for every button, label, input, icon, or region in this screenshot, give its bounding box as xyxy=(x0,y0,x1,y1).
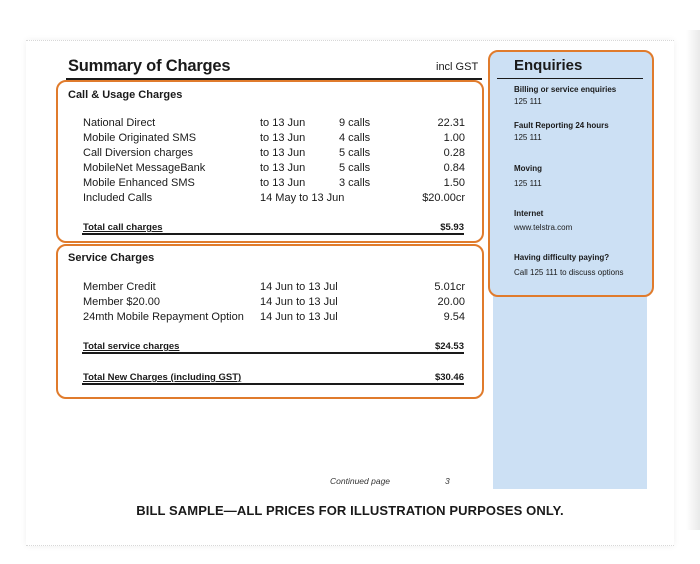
total-new-charges-label: Total New Charges (including GST) xyxy=(83,372,242,383)
total-divider xyxy=(82,352,464,354)
total-call-charges-label: Total call charges xyxy=(83,222,163,233)
call-count: 3 calls xyxy=(339,177,371,189)
sample-disclaimer: BILL SAMPLE—ALL PRICES FOR ILLUSTRATION PURPOSES ONLY. xyxy=(136,503,564,518)
total-new-charges-amount: $30.46 xyxy=(434,372,464,383)
charge-amount: 20.00 xyxy=(437,296,465,308)
total-new-charges xyxy=(83,372,464,383)
page-edge-shadow xyxy=(686,30,700,530)
incl-gst-label: incl GST xyxy=(436,61,479,73)
charge-description: 24mth Mobile Repayment Option xyxy=(83,311,244,323)
total-call-charges xyxy=(83,222,464,233)
charge-period: to 13 Jun xyxy=(260,147,306,159)
charge-amount: 0.84 xyxy=(443,162,465,174)
fault-reporting-label: Fault Reporting 24 hours xyxy=(514,121,609,130)
charge-amount: 9.54 xyxy=(443,311,465,323)
charge-description: National Direct xyxy=(83,117,156,129)
total-service-charges-amount: $24.53 xyxy=(434,341,464,352)
moving-label: Moving xyxy=(514,164,542,173)
call-count: 9 calls xyxy=(339,117,371,129)
charge-period: 14 Jun to 13 Jul xyxy=(260,296,338,308)
charge-description: Call Diversion charges xyxy=(83,147,194,159)
sidebar-background xyxy=(493,293,647,489)
charge-period: to 13 Jun xyxy=(260,162,306,174)
total-service-charges-label: Total service charges xyxy=(83,341,180,352)
page-title: Summary of Charges xyxy=(68,57,231,75)
billing-enquiries-phone: 125 111 xyxy=(514,97,542,106)
charge-amount: 22.31 xyxy=(437,117,465,129)
charge-amount: 5.01cr xyxy=(434,281,465,293)
charge-period: to 13 Jun xyxy=(260,177,306,189)
service-charges-title: Service Charges xyxy=(68,252,155,264)
charge-description: Mobile Enhanced SMS xyxy=(83,177,195,189)
total-divider xyxy=(82,233,464,235)
continued-page-label: Continued page xyxy=(330,476,391,486)
total-service-charges xyxy=(83,341,464,352)
charge-description: Member Credit xyxy=(83,281,156,293)
billing-enquiries-label: Billing or service enquiries xyxy=(514,85,617,94)
charge-period: 14 Jun to 13 Jul xyxy=(260,281,338,293)
page-number: 3 xyxy=(445,476,450,486)
call-count: 4 calls xyxy=(339,132,371,144)
difficulty-paying-label: Having difficulty paying? xyxy=(514,253,610,262)
call-count: 5 calls xyxy=(339,162,371,174)
internet-link[interactable]: www.telstra.com xyxy=(514,223,573,232)
charge-amount: $20.00cr xyxy=(422,192,465,204)
charge-description: MobileNet MessageBank xyxy=(83,162,206,174)
total-divider xyxy=(82,383,464,385)
charge-description: Mobile Originated SMS xyxy=(83,132,197,144)
charge-period: to 13 Jun xyxy=(260,117,306,129)
difficulty-paying-text: Call 125 111 to discuss options xyxy=(514,268,624,277)
call-count: 5 calls xyxy=(339,147,371,159)
call-usage-title: Call & Usage Charges xyxy=(68,89,183,101)
charge-amount: 1.50 xyxy=(443,177,465,189)
internet-label: Internet xyxy=(514,209,544,218)
charge-description: Included Calls xyxy=(83,192,153,204)
enquiries-divider xyxy=(497,78,643,79)
charge-description: Member $20.00 xyxy=(83,296,161,308)
fault-reporting-phone: 125 111 xyxy=(514,133,542,142)
charge-period: to 13 Jun xyxy=(260,132,306,144)
moving-phone: 125 111 xyxy=(514,179,542,188)
charge-amount: 1.00 xyxy=(443,132,465,144)
total-call-charges-amount: $5.93 xyxy=(440,222,464,233)
enquiries-title: Enquiries xyxy=(514,57,583,74)
charge-amount: 0.28 xyxy=(443,147,465,159)
charge-period: 14 May to 13 Jun xyxy=(260,192,345,204)
charge-period: 14 Jun to 13 Jul xyxy=(260,311,338,323)
